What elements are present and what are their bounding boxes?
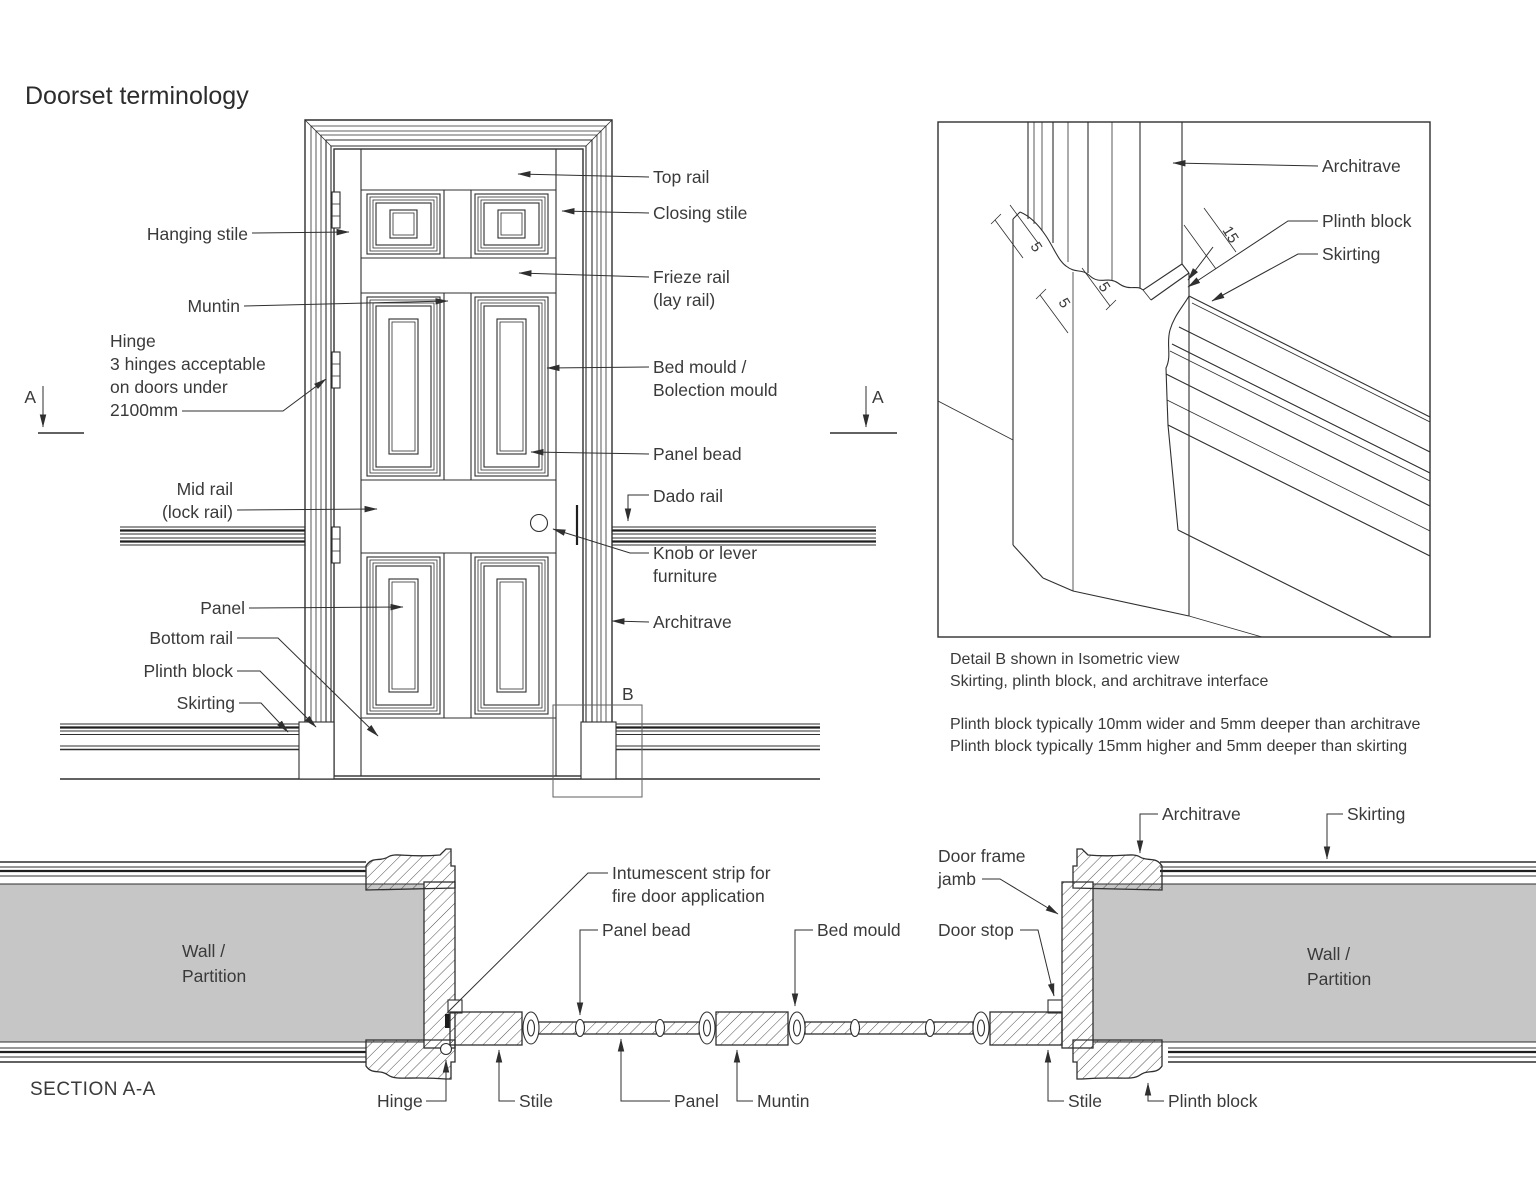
door-elevation: [24, 120, 897, 797]
muntin-section: [716, 1012, 788, 1045]
label-architrave-section: Architrave: [1162, 804, 1241, 824]
section-marker-left: [24, 386, 84, 433]
stile-left-section: [450, 1012, 522, 1045]
wall-left: [0, 884, 424, 1042]
detail-label-architrave: Architrave: [1322, 156, 1401, 176]
detail-caption: [950, 651, 1421, 755]
svg-text:Knob or lever: Knob or lever: [653, 543, 758, 563]
dim-5-a: 5: [1026, 239, 1046, 256]
section-marker-right: [830, 386, 897, 433]
svg-text:Wall /: Wall /: [182, 941, 226, 961]
svg-text:Plinth block typically 10mm wi: Plinth block typically 10mm wider and 5mm deeper than architrave: [950, 716, 1421, 733]
label-bed-mould-section: Bed mould: [817, 920, 901, 940]
detail-b-marker: B: [622, 684, 634, 704]
svg-text:Frieze rail: Frieze rail: [653, 267, 730, 287]
svg-text:Partition: Partition: [182, 966, 247, 986]
dim-15: 15: [1218, 223, 1242, 247]
dimension-lines: [991, 205, 1236, 333]
svg-text:Plinth block typically 15mm hi: Plinth block typically 15mm higher and 5mm deeper than skirting: [950, 738, 1408, 755]
label-plinth-block: Plinth block: [143, 661, 233, 681]
architrave-frame: [305, 120, 612, 779]
svg-text:Bolection mould: Bolection mould: [653, 380, 778, 400]
elevation-labels-right: [518, 167, 778, 632]
svg-text:Hinge: Hinge: [110, 331, 156, 351]
door-frame-jamb-right: [1062, 882, 1093, 1048]
label-door-stop: Door stop: [938, 920, 1014, 940]
label-top-rail: Top rail: [653, 167, 710, 187]
label-panel: Panel: [200, 598, 245, 618]
detail-b-view: [938, 122, 1430, 755]
svg-text:Detail B shown in Isometric vi: Detail B shown in Isometric view: [950, 651, 1180, 668]
plinth-block-right: [581, 722, 616, 779]
svg-text:A: A: [24, 387, 36, 407]
door-leaf-section: [450, 1012, 1062, 1045]
dado-rail-lines: [120, 527, 876, 545]
door-stop-right: [1048, 1000, 1062, 1013]
skirting-lines: [60, 724, 820, 779]
label-plinth-block-section: Plinth block: [1168, 1091, 1258, 1111]
detail-b-drawing: [938, 122, 1430, 656]
svg-text:jamb: jamb: [938, 869, 976, 889]
svg-text:fire door application: fire door application: [612, 886, 765, 906]
label-panel-section: Panel: [674, 1091, 719, 1111]
label-door-frame-jamb: [937, 846, 1026, 889]
panel-1-section: [538, 1022, 700, 1034]
label-skirting-section: Skirting: [1347, 804, 1406, 824]
svg-text:Intumescent strip for: Intumescent strip for: [612, 863, 771, 883]
label-hanging-stile: Hanging stile: [146, 224, 248, 244]
panel-bottom-right: [475, 557, 548, 714]
detail-labels: [1173, 156, 1412, 301]
section-a-a: [0, 804, 1536, 1111]
hinge-icons: [332, 192, 340, 563]
label-hinge-note: [110, 331, 266, 420]
label-panel-bead-section: Panel bead: [602, 920, 691, 940]
label-closing-stile: Closing stile: [653, 203, 748, 223]
door-knob-icon: [531, 515, 548, 532]
section-title: SECTION A-A: [30, 1079, 156, 1100]
label-skirting: Skirting: [176, 693, 235, 713]
label-frieze-rail: [653, 267, 730, 310]
svg-text:Partition: Partition: [1307, 969, 1372, 989]
page-title: Doorset terminology: [25, 82, 249, 110]
panel-top-right: [475, 194, 548, 254]
panel-top-left: [367, 194, 440, 254]
label-muntin-section: Muntin: [757, 1091, 810, 1111]
door-panels: [367, 194, 548, 714]
panel-bottom-left: [367, 557, 440, 714]
label-bed-mould: [653, 357, 778, 400]
panel-2-section: [805, 1022, 973, 1034]
intumescent-strip: [445, 1014, 450, 1028]
door-leaf: [334, 149, 583, 776]
label-intumescent: [612, 863, 771, 906]
door-stop-left: [448, 1000, 462, 1013]
svg-text:Door frame: Door frame: [938, 846, 1026, 866]
label-mid-rail: [162, 479, 233, 522]
svg-text:Bed mould /: Bed mould /: [653, 357, 747, 377]
svg-text:Mid rail: Mid rail: [176, 479, 233, 499]
panel-mid-left: [367, 297, 440, 476]
plinth-block-left: [299, 722, 334, 779]
svg-text:Skirting, plinth block, and ar: Skirting, plinth block, and architrave interface: [950, 673, 1269, 690]
label-knob: [653, 543, 757, 586]
dim-5-c: 5: [1094, 279, 1114, 296]
detail-label-skirting: Skirting: [1322, 244, 1381, 264]
dim-5-b: 5: [1054, 295, 1074, 312]
label-architrave: Architrave: [653, 612, 732, 632]
label-stile-right: Stile: [1068, 1091, 1103, 1111]
label-panel-bead: Panel bead: [653, 444, 742, 464]
svg-text:furniture: furniture: [653, 566, 718, 586]
label-muntin: Muntin: [187, 296, 240, 316]
detail-label-plinth-block: Plinth block: [1322, 211, 1412, 231]
label-hinge-section: Hinge: [377, 1091, 423, 1111]
stile-right-section: [990, 1012, 1062, 1045]
label-stile-left: Stile: [519, 1091, 554, 1111]
label-bottom-rail: Bottom rail: [149, 628, 233, 648]
svg-text:2100mm: 2100mm: [110, 400, 179, 420]
svg-text:on doors under: on doors under: [110, 377, 228, 397]
svg-text:(lock rail): (lock rail): [162, 502, 233, 522]
svg-text:3 hinges acceptable: 3 hinges acceptable: [110, 354, 266, 374]
svg-text:(lay rail): (lay rail): [653, 290, 716, 310]
label-dado-rail: Dado rail: [653, 486, 724, 506]
svg-text:Wall /: Wall /: [1307, 944, 1351, 964]
panel-mid-right: [475, 297, 548, 476]
svg-text:A: A: [872, 387, 884, 407]
